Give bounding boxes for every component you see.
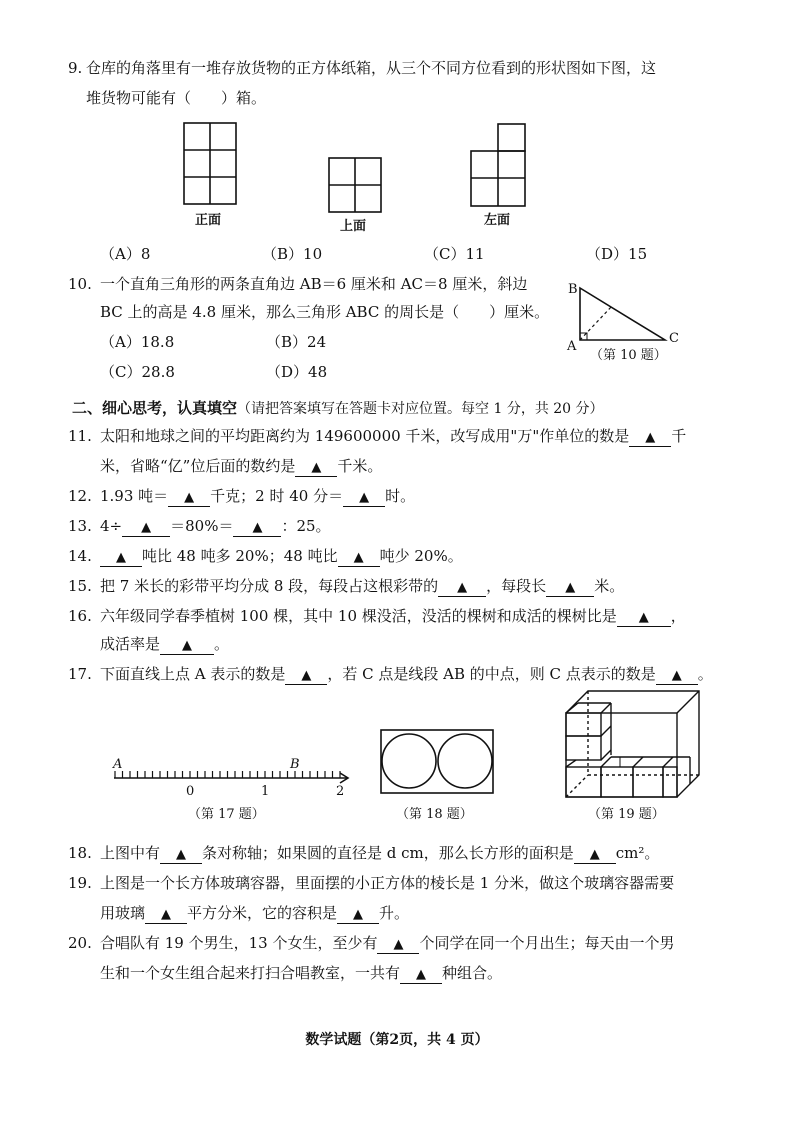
q18-text-c: cm²。	[615, 844, 660, 862]
q12-text-a: 1.93 吨＝	[100, 487, 169, 505]
point-a-label: A	[113, 757, 123, 772]
q11-number: 11.	[68, 427, 92, 445]
answer-blank[interactable]: ▲	[168, 490, 210, 507]
q19-text-b: 平方分米，它的容积是	[187, 904, 338, 922]
q20-text-c: 生和一个女生组合起来打扫合唱教室，一共有	[100, 964, 401, 982]
answer-blank[interactable]: ▲	[629, 430, 671, 447]
answer-blank[interactable]: ▲	[122, 520, 170, 537]
q10-number: 10.	[68, 275, 92, 293]
q16-number: 16.	[68, 607, 92, 625]
q14-text-b: 吨比 48 吨多 20%；48 吨比	[142, 547, 338, 565]
tick-label-2: 2	[336, 784, 345, 799]
q19-text-c: 升。	[379, 904, 410, 922]
q16-text-c: 成活率是	[100, 635, 161, 653]
q10-text-line2: BC 上的高是 4.8 厘米，那么三角形 ABC 的周长是（ ）厘米。	[100, 303, 550, 321]
q12-text-c: 时。	[385, 487, 416, 505]
number-line	[114, 771, 348, 783]
q13-text-a: 4÷	[100, 517, 123, 535]
q19-line2	[100, 903, 409, 924]
q10-option-d: （D）48	[266, 363, 328, 381]
answer-blank[interactable]: ▲	[377, 937, 419, 954]
answer-blank[interactable]: ▲	[400, 967, 442, 984]
answer-blank[interactable]: ▲	[145, 907, 187, 924]
q20-line1	[100, 933, 675, 954]
point-b-label: B	[290, 757, 300, 772]
q15-text-b: ，每段长	[486, 577, 547, 595]
fig19-caption: （第 19 题）	[588, 807, 665, 822]
q18-number: 18.	[68, 844, 92, 862]
q9-text-line2: 堆货物可能有（ ）箱。	[86, 89, 267, 107]
q13-text-c: ：25。	[281, 517, 331, 535]
fig18-caption: （第 18 题）	[396, 807, 473, 822]
q10-option-b: （B）24	[266, 333, 327, 351]
q13-number: 13.	[68, 517, 92, 535]
q9-option-d: （D）15	[586, 245, 648, 263]
answer-blank[interactable]: ▲	[285, 668, 327, 685]
q20-text-a: 合唱队有 19 个男生，13 个女生，至少有	[100, 934, 378, 952]
answer-blank[interactable]: ▲	[160, 847, 202, 864]
answer-blank[interactable]: ▲	[343, 490, 385, 507]
q19-number: 19.	[68, 874, 92, 892]
q9-number: 9.	[68, 59, 83, 77]
q15-text-a: 把 7 米长的彩带平均分成 8 段，每段占这根彩带的	[100, 577, 439, 595]
q15-number: 15.	[68, 577, 92, 595]
q10-label-c: C	[669, 331, 679, 346]
left-view-label: 左面	[484, 213, 511, 228]
q18-text-b: 条对称轴；如果圆的直径是 d cm，那么长方形的面积是	[202, 844, 574, 862]
q11-text-b: 千	[671, 427, 687, 445]
q12-number: 12.	[68, 487, 92, 505]
q10-label-b: B	[568, 282, 578, 297]
section2-note: （请把答案填写在答题卡对应位置。每空 1 分，共 20 分）	[237, 401, 604, 417]
page-footer: 数学试题（第2页，共 4 页）	[305, 1032, 489, 1048]
fig17-caption: （第 17 题）	[188, 807, 265, 822]
front-view-label: 正面	[195, 213, 222, 228]
q11-text-a: 太阳和地球之间的平均距离约为 149600000 千米，改写成用"万"作单位的数是	[100, 427, 630, 445]
answer-blank[interactable]: ▲	[160, 638, 214, 655]
q11-text-d: 千米。	[337, 457, 383, 475]
q16-text-a: 六年级同学春季植树 100 棵，其中 10 棵没活，没活的棵树和成活的棵树比是	[100, 607, 617, 625]
q10-option-c: （C）28.8	[100, 363, 175, 381]
q13-text-b: ＝80%＝	[170, 517, 234, 535]
answer-blank[interactable]: ▲	[233, 520, 281, 537]
tick-label-0: 0	[186, 784, 195, 799]
section2-title: 二、细心思考，认真填空	[72, 399, 238, 417]
answer-blank[interactable]: ▲	[295, 460, 337, 477]
q14-number: 14.	[68, 547, 92, 565]
q20-line2	[100, 963, 502, 984]
q9-option-a: （A）8	[100, 245, 151, 263]
q20-text-d: 种组合。	[442, 964, 503, 982]
q17-text-c: 。	[697, 665, 713, 683]
answer-blank[interactable]: ▲	[546, 580, 594, 597]
q17-number: 17.	[68, 665, 92, 683]
q20-number: 20.	[68, 934, 92, 952]
q17-text-b: ，若 C 点是线段 AB 的中点，则 C 点表示的数是	[327, 665, 656, 683]
answer-blank[interactable]: ▲	[574, 847, 616, 864]
q18-text-a: 上图中有	[100, 844, 161, 862]
answer-blank[interactable]: ▲	[438, 580, 486, 597]
q10-text-line1: 一个直角三角形的两条直角边 AB＝6 厘米和 AC＝8 厘米，斜边	[100, 275, 528, 293]
q9-text-line1: 仓库的角落里有一堆存放货物的正方体纸箱，从三个不同方位看到的形状图如下图，这	[86, 59, 657, 77]
answer-blank[interactable]: ▲	[337, 907, 379, 924]
q15-text-c: 米。	[594, 577, 625, 595]
q19-line1: 上图是一个长方体玻璃容器，里面摆的小正方体的棱长是 1 分米，做这个玻璃容器需要	[100, 874, 675, 892]
answer-blank[interactable]: ▲	[656, 668, 698, 685]
glass-container-cubes	[566, 691, 699, 797]
q10-label-a: A	[567, 339, 577, 354]
q19-text-a: 用玻璃	[100, 904, 146, 922]
answer-blank[interactable]: ▲	[338, 550, 380, 567]
q9-option-b: （B）10	[262, 245, 323, 263]
q10-caption: （第 10 题）	[590, 348, 667, 363]
q17-text-a: 下面直线上点 A 表示的数是	[100, 665, 286, 683]
q14-text-c: 吨少 20%。	[379, 547, 463, 565]
answer-blank[interactable]: ▲	[617, 610, 671, 627]
q10-option-a: （A）18.8	[100, 333, 175, 351]
answer-blank[interactable]: ▲	[100, 550, 142, 567]
q16-text-d: 。	[214, 635, 230, 653]
q12-text-b: 千克；2 时 40 分＝	[210, 487, 344, 505]
q9-option-c: （C）11	[424, 245, 485, 263]
rectangle-two-circles	[381, 730, 493, 793]
top-view-label: 上面	[340, 219, 367, 234]
q20-text-b: 个同学在同一个月出生；每天由一个男	[419, 934, 675, 952]
tick-label-1: 1	[261, 784, 270, 799]
q18-line	[100, 843, 659, 864]
q11-text-c: 米，省略“亿”位后面的数约是	[100, 457, 296, 475]
q16-text-b: ，	[670, 607, 686, 625]
